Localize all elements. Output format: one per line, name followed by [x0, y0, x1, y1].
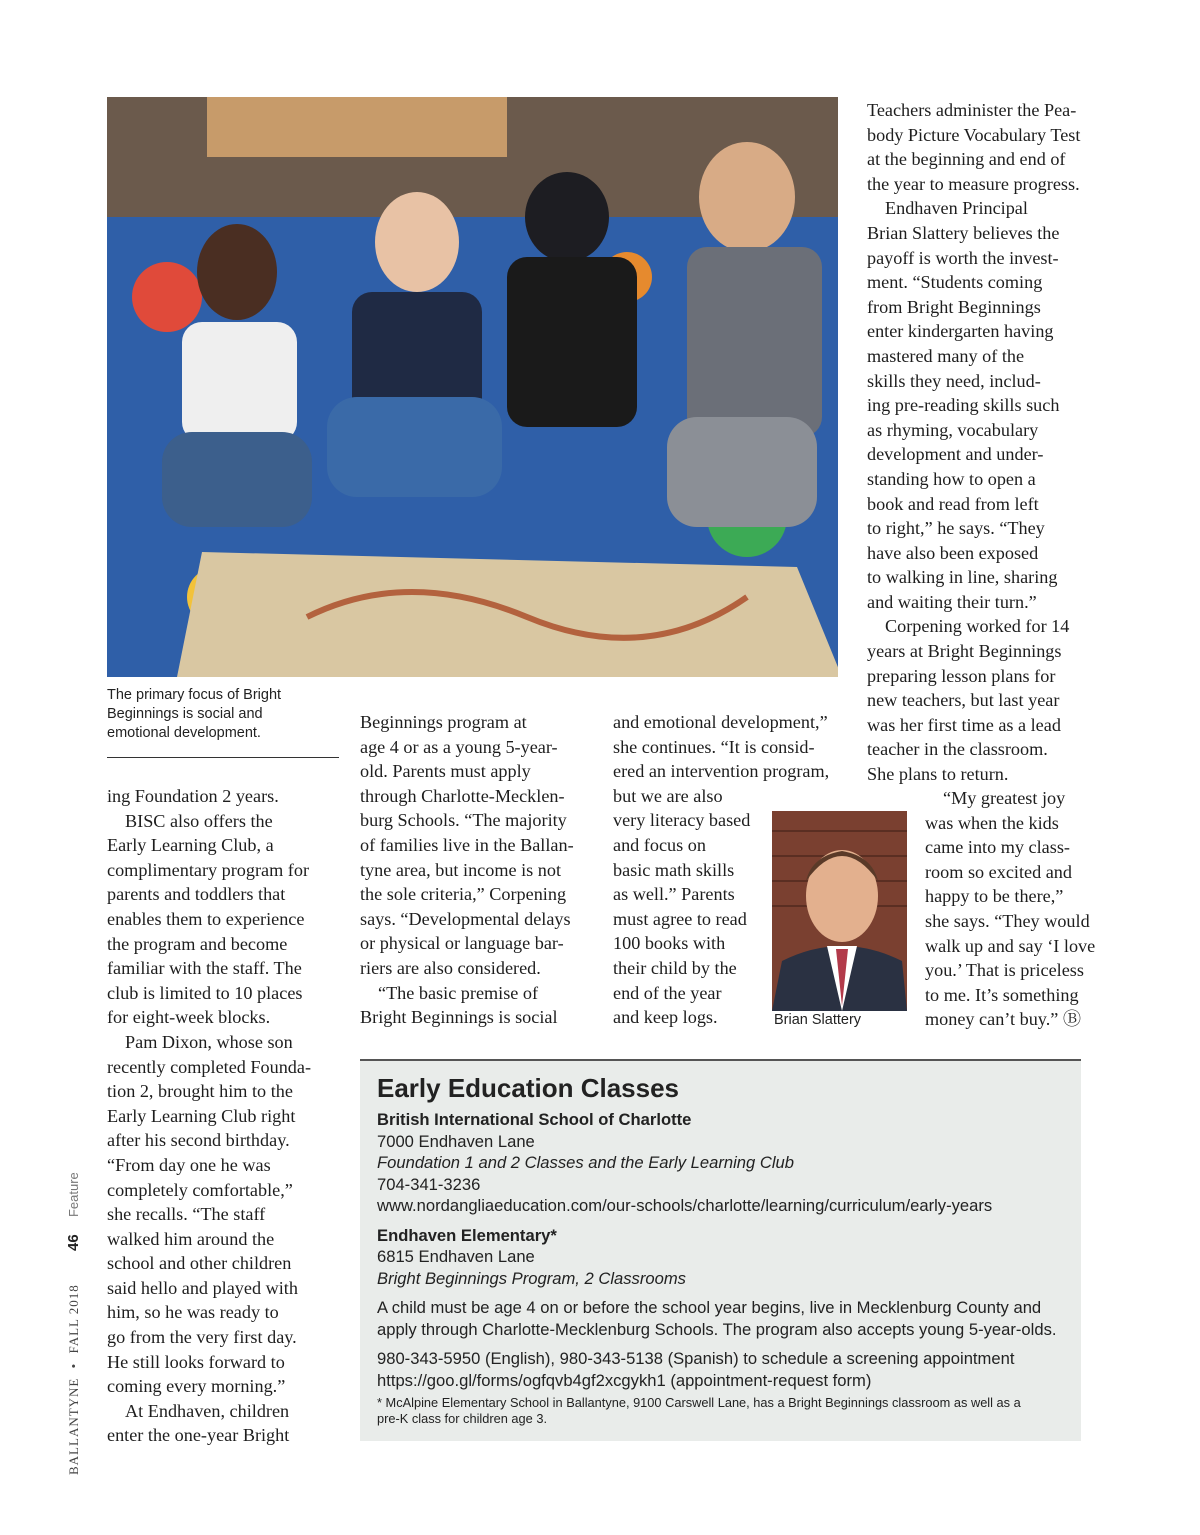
school-program: Bright Beginnings Program, 2 Classrooms	[377, 1268, 686, 1288]
publication-name: BALLANTYNE	[66, 1377, 81, 1475]
sidebar-title: Early Education Classes	[377, 1073, 680, 1103]
slattery-caption: Brian Slattery	[774, 1012, 862, 1028]
photo-caption: The primary focus of Bright Beginnings is social and emotional development.	[107, 687, 282, 741]
article-column-4-wrap: “My greatest joy was when the kids came into my class- room so excited and happy to be there,” she says. “They would walk up and say ‘I love you.’ That is priceless to me. It’s something money can’t buy.” Ⓑ	[925, 788, 1096, 1030]
contact-line: https://goo.gl/forms/ogfqvb4gf2xcgykh1 (appointment-request form)	[377, 1370, 872, 1390]
classroom-photo	[107, 97, 838, 677]
article-column-2: Beginnings program at age 4 or as a young 5-year- old. Parents must apply through Charlotte-Mecklen- burg Schools. “The majority of families live in the Ballan- tyne area, but income is not the sole criteria,” Corpening says. “Developmental delays or physical or language bar- riers are also considered. “The basic premise of Bright Beginnings is social	[360, 712, 574, 1028]
page-folio	[64, 1135, 84, 1475]
article-column-3: and emotional development,” she continues. “It is consid- ered an intervention program, but we are also very literacy based and focus on basic math skills as well.” Parents must agree to read 100 books with their child by the end of the year and keep logs.	[613, 712, 830, 1028]
early-education-sidebar	[360, 1059, 1081, 1441]
article-column-1: ing Foundation 2 years. BISC also offers the Early Learning Club, a complimentary program for parents and toddlers that enables them to experience the program and become familiar with the staff. The club is limited to 10 places for eight-week blocks. Pam Dixon, whose son recently completed Founda- tion 2, brought him to the Early Learning Club right after his second birthday. “From day one he was completely comfortable,” she recalls. “The staff walked him around the school and other children said hello and played with him, so he was ready to go from the very first day. He still looks forward to coming every morning.” At Endhaven, children enter the one-year Bright	[107, 786, 312, 1446]
school-address: 6815 Endhaven Lane	[377, 1247, 535, 1266]
caption-rule	[107, 757, 339, 758]
requirements-line: apply through Charlotte-Mecklenburg Schools. The program also accepts young 5-year-olds.	[377, 1319, 1057, 1339]
school-name: Endhaven Elementary*	[377, 1225, 557, 1245]
school-program: Foundation 1 and 2 Classes and the Early Learning Club	[377, 1153, 794, 1172]
school-url: www.nordangliaeducation.com/our-schools/charlotte/learning/curriculum/early-years	[377, 1196, 993, 1215]
school-name: British International School of Charlotte	[377, 1110, 692, 1129]
footnote-line: pre-K class for children age 3.	[377, 1411, 547, 1426]
section-label: Feature	[66, 1172, 81, 1218]
requirements-line: A child must be age 4 on or before the school year begins, live in Mecklenburg County and	[377, 1298, 1042, 1317]
school-address: 7000 Endhaven Lane	[377, 1131, 535, 1151]
footnote-line: * McAlpine Elementary School in Ballantyne, 9100 Carswell Lane, has a Bright Beginnings classroom as well as a	[377, 1395, 1021, 1410]
folio-separator: •	[66, 1362, 81, 1369]
issue-label: FALL 2018	[66, 1284, 81, 1354]
article-column-4: Teachers administer the Pea- body Picture Vocabulary Test at the beginning and end of the year to measure progress. Endhaven Principal Brian Slattery believes the payoff is worth the invest- ment. “Students coming from Bright Beginnings enter kindergarten having mastered many of the skills they need, includ- ing pre-reading skills such as rhyming, vocabulary development and under- standing how to open a book and read from left to right,” he says. “They have also been exposed to walking in line, sharing and waiting their turn.” Corpening worked for 14 years at Bright Beginnings preparing lesson plans for new teachers, but last year was her first time as a lead teacher in the classroom. She plans to return.	[867, 100, 1081, 785]
brian-slattery-photo	[772, 811, 907, 1011]
end-mark-icon: Ⓑ	[1062, 1009, 1082, 1030]
contact-line: 980-343-5950 (English), 980-343-5138 (Spanish) to schedule a screening appointment	[377, 1349, 1015, 1368]
school-phone: 704-341-3236	[377, 1174, 481, 1194]
page-number: 46	[65, 1234, 82, 1251]
